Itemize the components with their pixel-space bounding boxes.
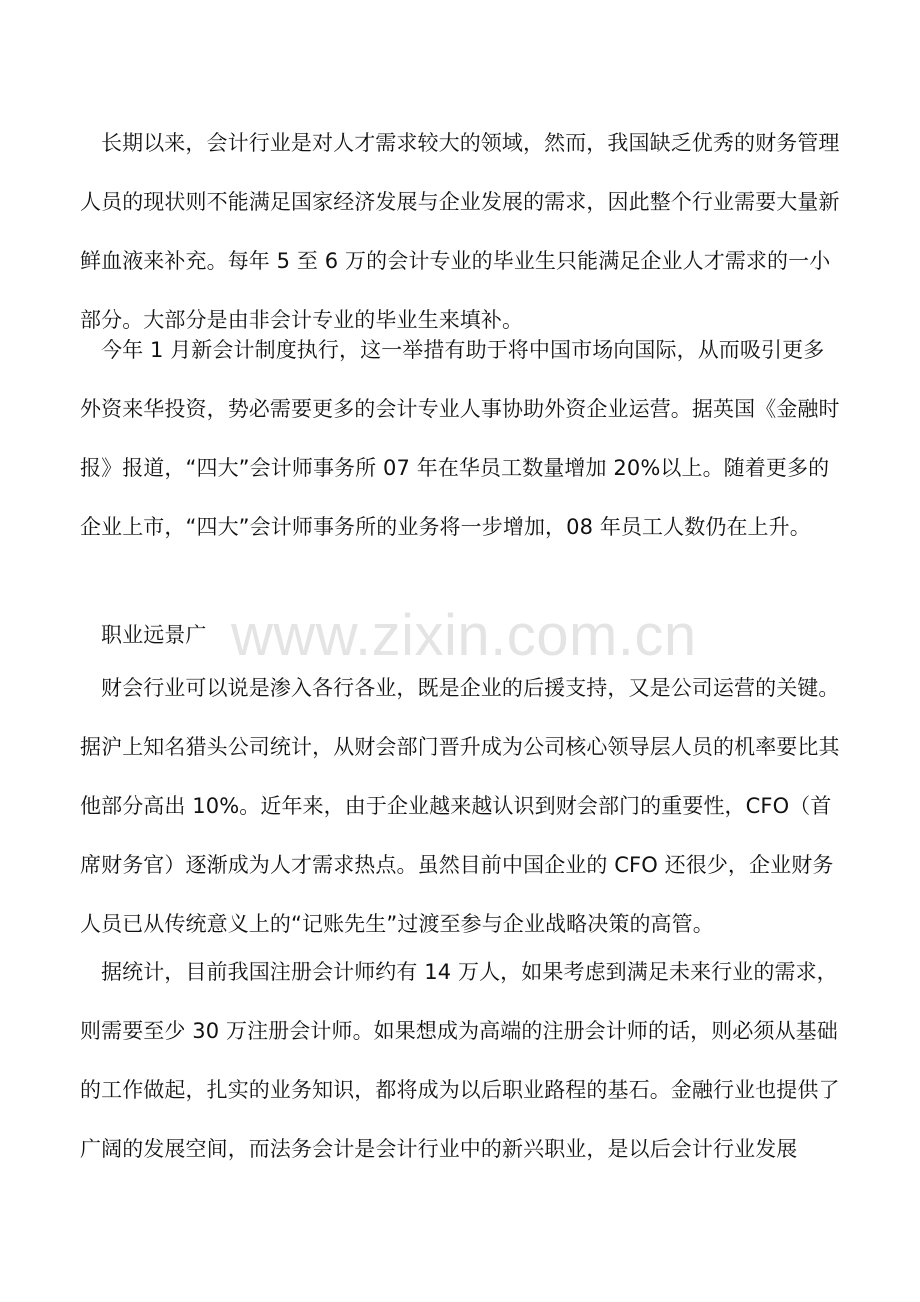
watermark-text: www.zixin.com.cn: [231, 603, 697, 668]
paragraph-new-accounting-system: 今年 1 月新会计制度执行，这一举措有助于将中国市场向国际，从而吸引更多外资来华投资，势必需要更多的会计专业人事协助外资企业运营。据英国《金融时报》报道，“四大”会计师事务所 07 年在华员工数量增加 20%以上。随着更多的企业上市，“四大”会计师事务所的业务将一步增加，08 年员工人数仍在上升。: [80, 338, 840, 539]
paragraph-cpa-statistics: 据统计，目前我国注册会计师约有 14 万人，如果考虑到满足未来行业的需求，则需要至少 30 万注册会计师。如果想成为高端的注册会计师的话，则必须从基础的工作做起，扎实的业务知识，都将成为以后职业路程的基石。金融行业也提供了广阔的发展空间，而法务会计是会计行业中的新兴职业，是以后会计行业发展: [80, 960, 840, 1161]
section-heading-career-prospects: 职业远景广: [101, 623, 207, 647]
paragraph-finance-role: 财会行业可以说是渗入各行各业，既是企业的后援支持，又是公司运营的关键。据沪上知名猎头公司统计，从财会部门晋升成为公司核心领导层人员的机率要比其他部分高出 10%。近年来，由于企业越来越认识到财会部门的重要性，CFO（首席财务官）逐渐成为人才需求热点。虽然目前中国企业的 CFO 还很少，企业财务人员已从传统意义上的“记账先生”过渡至参与企业战略决策的高管。: [80, 676, 840, 936]
paragraph-accounting-demand: 长期以来，会计行业是对人才需求较大的领域，然而，我国缺乏优秀的财务管理人员的现状则不能满足国家经济发展与企业发展的需求，因此整个行业需要大量新鲜血液来补充。每年 5 至 6 万的会计专业的毕业生只能满足企业人才需求的一小部分。大部分是由非会计专业的毕业生来填补。: [80, 131, 840, 332]
